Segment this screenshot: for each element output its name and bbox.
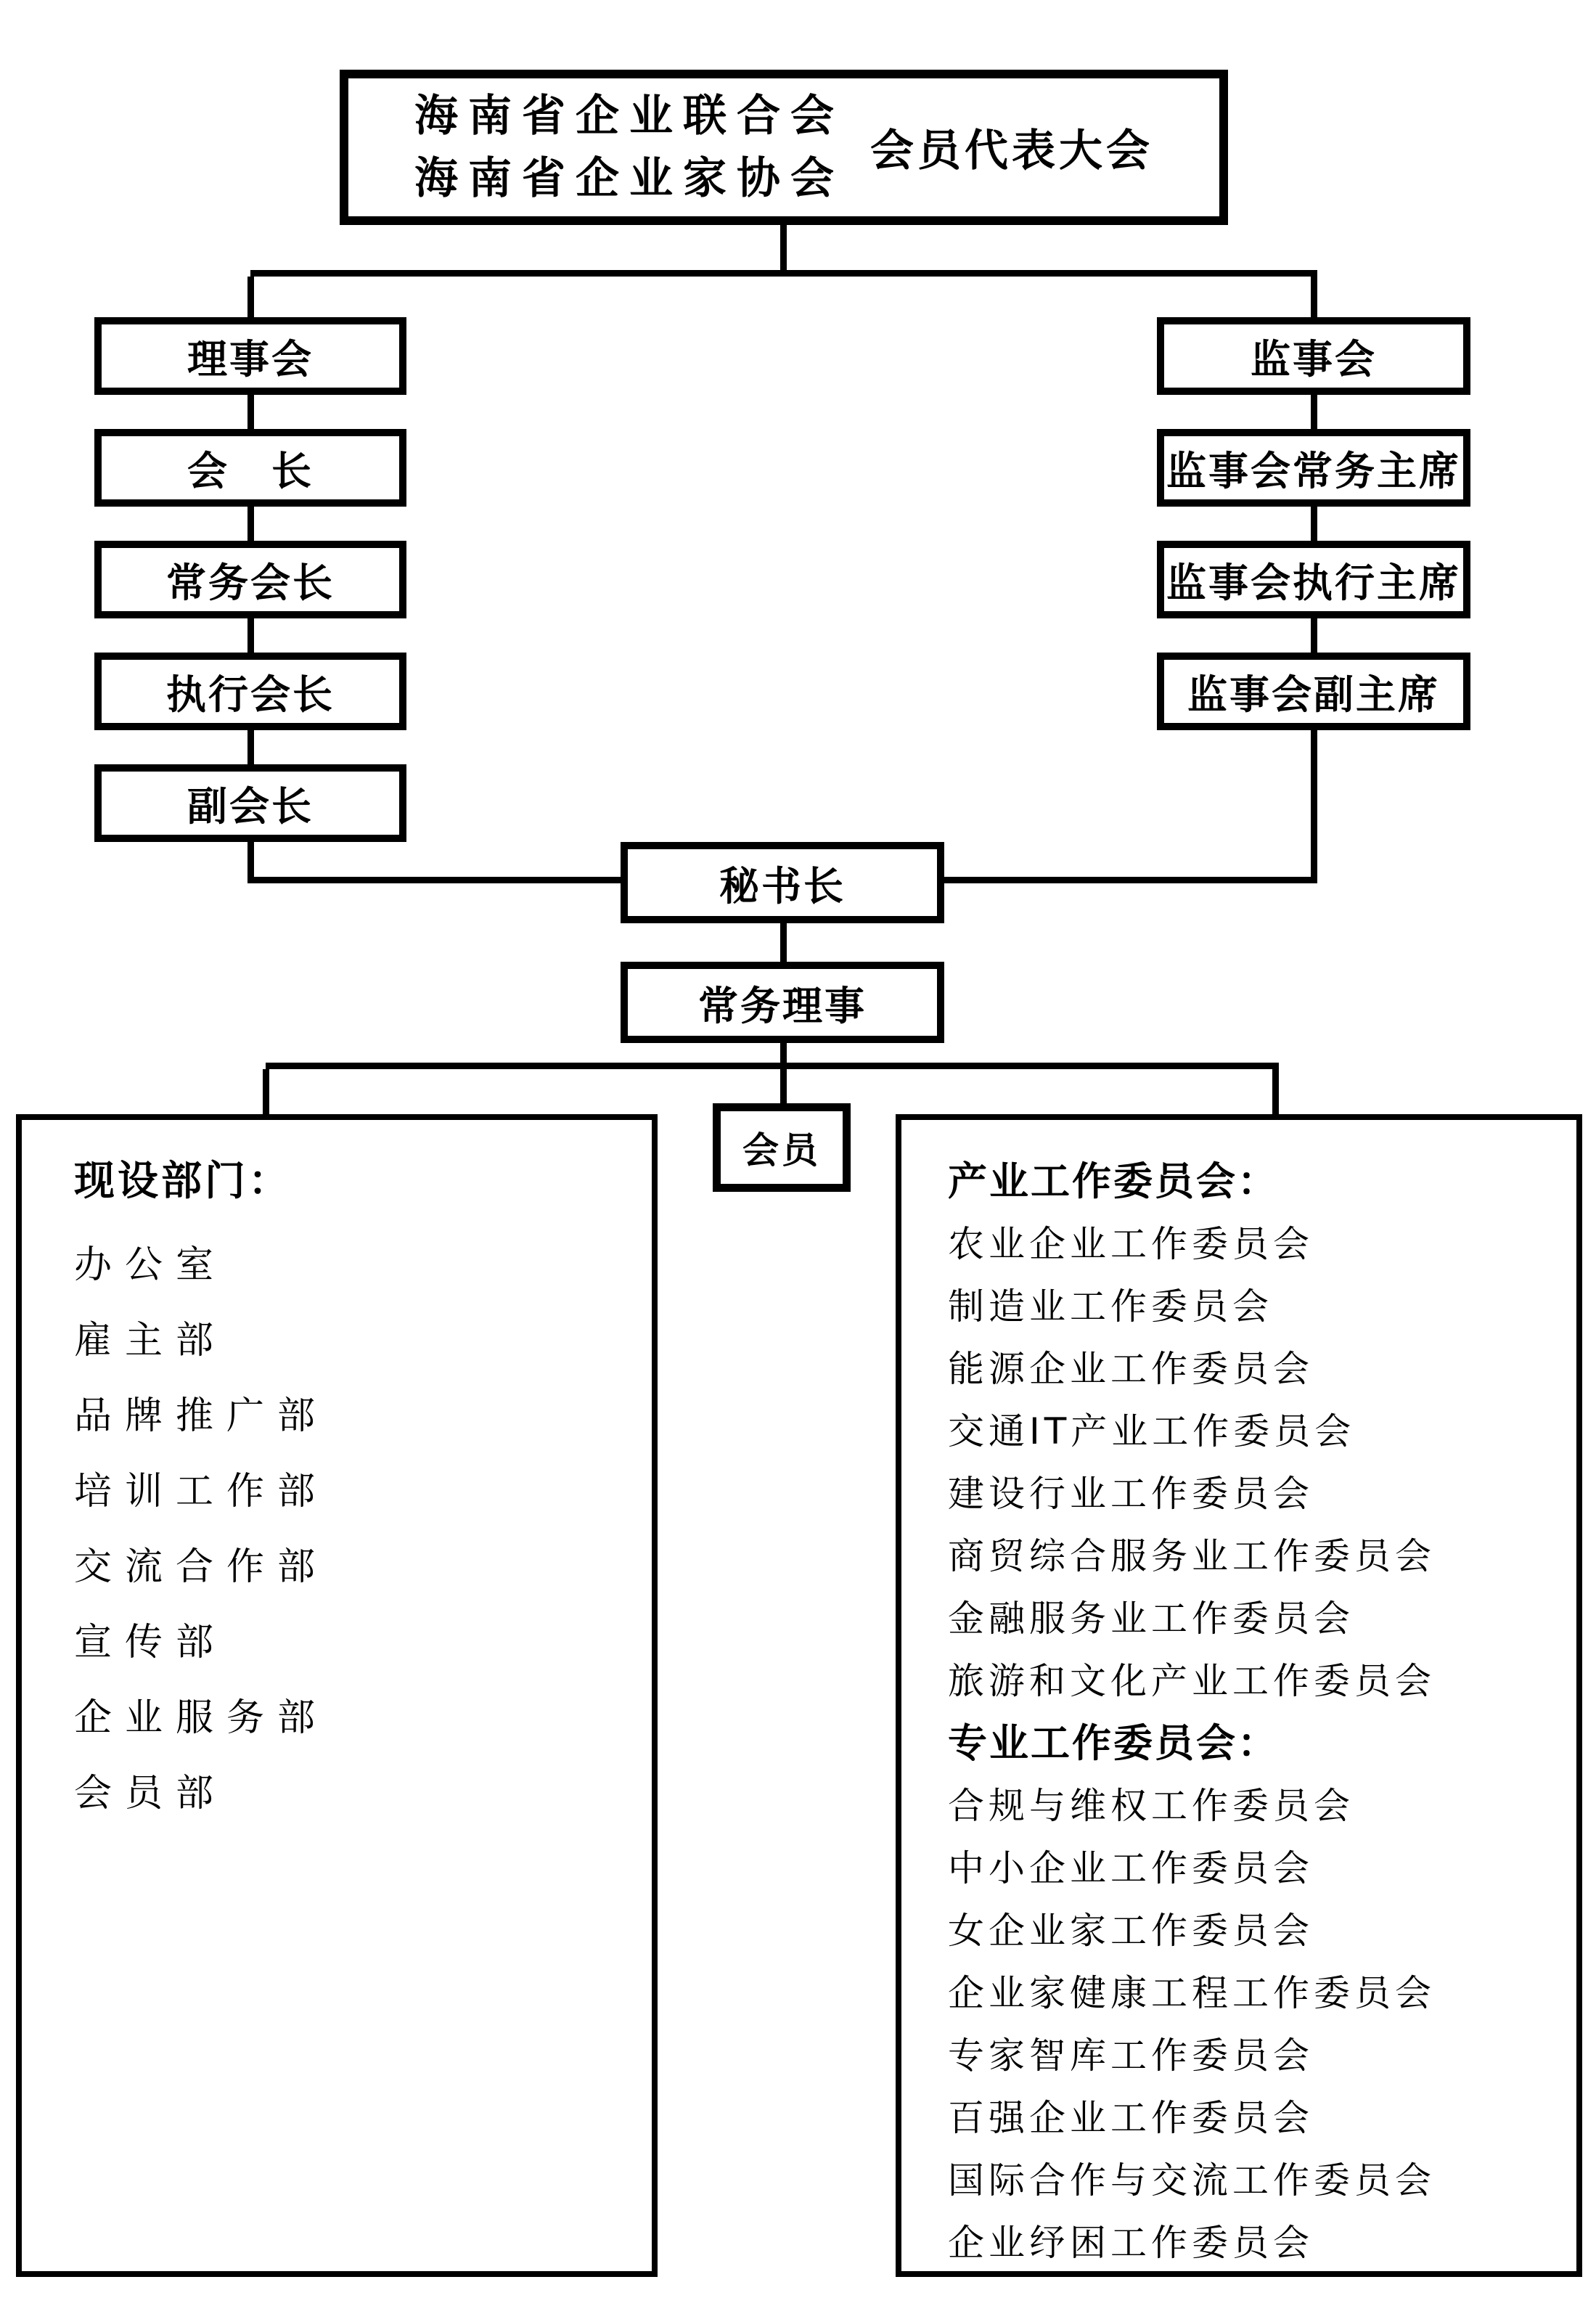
member-label: 会员 bbox=[742, 1130, 821, 1171]
departments-box bbox=[16, 1114, 658, 2277]
supervisory-vice-chairman-box bbox=[1157, 653, 1470, 730]
connector-left-1 bbox=[247, 395, 254, 429]
connector-right-2 bbox=[1311, 507, 1317, 541]
supervisory-standing-chairman-box bbox=[1157, 429, 1470, 507]
supervisory-vice-chairman-label: 监事会副主席 bbox=[1187, 673, 1440, 717]
department-item: 企业服务部 bbox=[74, 1696, 329, 1740]
industry-committee-item: 能源企业工作委员会 bbox=[948, 1348, 1314, 1390]
departments-header: 现设部门： bbox=[74, 1158, 292, 1205]
connector-left-drop bbox=[247, 277, 254, 317]
council-label: 理事会 bbox=[187, 338, 314, 382]
connector-right-1 bbox=[1311, 395, 1317, 429]
standing-president-label: 常务会长 bbox=[165, 561, 335, 605]
department-item: 雇主部 bbox=[74, 1319, 227, 1362]
industry-committee-item: 金融服务业工作委员会 bbox=[948, 1598, 1354, 1640]
supervisory-standing-chairman-label: 监事会常务主席 bbox=[1166, 449, 1461, 494]
secretary-general-box bbox=[621, 842, 944, 923]
standing-directors-label: 常务理事 bbox=[697, 984, 867, 1029]
department-item: 宣传部 bbox=[74, 1621, 227, 1664]
connector-center-1 bbox=[780, 923, 787, 962]
connector-left-elbow-horizontal bbox=[247, 877, 621, 883]
connector-left-4 bbox=[247, 730, 254, 764]
assembly-label: 会员代表大会 bbox=[870, 127, 1153, 175]
supervisory-executive-chairman-label: 监事会执行主席 bbox=[1166, 561, 1461, 605]
department-item: 会员部 bbox=[74, 1772, 227, 1815]
industry-committee-item: 交通IT产业工作委员会 bbox=[948, 1410, 1356, 1452]
supervisory-board-label: 监事会 bbox=[1250, 338, 1377, 382]
committees-list bbox=[901, 1120, 1576, 2274]
connector-top-horizontal bbox=[250, 270, 1317, 277]
vice-president-label: 副会长 bbox=[187, 785, 314, 829]
professional-committees-header: 专业工作委员会： bbox=[948, 1720, 1279, 1766]
department-item: 办公室 bbox=[74, 1243, 227, 1287]
departments-list bbox=[22, 1120, 652, 1815]
professional-committee-item: 企业家健康工程工作委员会 bbox=[948, 1972, 1436, 2014]
professional-committee-item: 中小企业工作委员会 bbox=[948, 1847, 1314, 1889]
org-names bbox=[414, 85, 844, 210]
connector-right-elbow-horizontal bbox=[944, 877, 1317, 883]
standing-president-box bbox=[94, 541, 406, 618]
executive-president-label: 执行会长 bbox=[165, 673, 335, 717]
executive-president-box bbox=[94, 653, 406, 730]
assembly-title-box bbox=[340, 70, 1228, 225]
industry-committee-item: 商贸综合服务业工作委员会 bbox=[948, 1535, 1436, 1577]
connector-top-stub bbox=[780, 225, 787, 270]
vice-president-box bbox=[94, 764, 406, 842]
president-box bbox=[94, 429, 406, 507]
professional-committee-item: 百强企业工作委员会 bbox=[948, 2097, 1314, 2139]
connector-right-drop bbox=[1311, 277, 1317, 317]
professional-committee-item: 合规与维权工作委员会 bbox=[948, 1785, 1354, 1827]
professional-committee-item: 企业纾困工作委员会 bbox=[948, 2222, 1314, 2264]
org-name-line2: 海南省企业家协会 bbox=[414, 155, 844, 203]
council-box bbox=[94, 317, 406, 395]
department-item: 培训工作部 bbox=[74, 1470, 329, 1513]
connector-right-3 bbox=[1311, 618, 1317, 653]
committees-box bbox=[896, 1114, 1582, 2277]
org-name-line1: 海南省企业联合会 bbox=[414, 92, 844, 140]
connector-left-3 bbox=[247, 618, 254, 653]
professional-committee-item: 国际合作与交流工作委员会 bbox=[948, 2159, 1436, 2201]
connector-bottom-left-drop bbox=[263, 1069, 269, 1114]
connector-right-elbow-vertical bbox=[1311, 730, 1317, 883]
industry-committee-item: 建设行业工作委员会 bbox=[948, 1473, 1314, 1515]
professional-committee-item: 专家智库工作委员会 bbox=[948, 2035, 1314, 2077]
professional-committee-item: 女企业家工作委员会 bbox=[948, 1910, 1314, 1952]
secretary-general-label: 秘书长 bbox=[719, 864, 846, 909]
supervisory-executive-chairman-box bbox=[1157, 541, 1470, 618]
department-item: 品牌推广部 bbox=[74, 1394, 329, 1438]
connector-left-2 bbox=[247, 507, 254, 541]
supervisory-board-box bbox=[1157, 317, 1470, 395]
industry-committee-item: 农业企业工作委员会 bbox=[948, 1223, 1314, 1265]
connector-bottom-horizontal bbox=[266, 1063, 1279, 1069]
connector-bottom-center-drop bbox=[780, 1069, 787, 1103]
standing-directors-box bbox=[621, 962, 944, 1043]
industry-committees-header: 产业工作委员会： bbox=[948, 1158, 1279, 1204]
industry-committee-item: 旅游和文化产业工作委员会 bbox=[948, 1660, 1436, 1702]
connector-bottom-right-drop bbox=[1272, 1069, 1279, 1114]
connector-center-2 bbox=[780, 1043, 787, 1065]
president-label: 会 长 bbox=[187, 449, 314, 494]
industry-committee-item: 制造业工作委员会 bbox=[948, 1285, 1273, 1328]
member-box bbox=[713, 1103, 851, 1192]
department-item: 交流合作部 bbox=[74, 1545, 329, 1589]
